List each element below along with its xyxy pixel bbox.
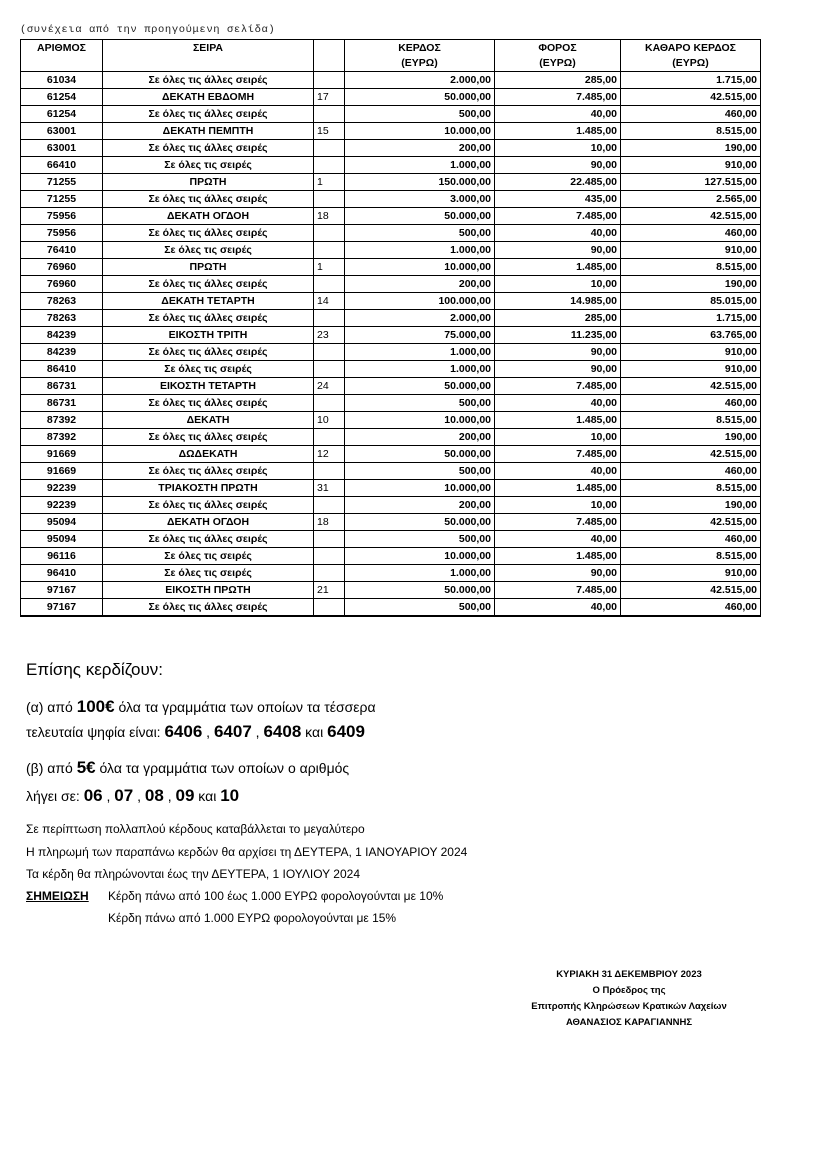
table-row	[21, 531, 761, 548]
cell-net: 63.765,00	[621, 327, 761, 344]
note-payment-start: Η πληρωμή των παραπάνω κερδών θα αρχίσει τη ΔΕΥΤΕΡΑ, 1 ΙΑΝΟΥΑΡΙΟΥ 2024	[26, 845, 468, 859]
cell-prize: 1.000,00	[345, 361, 495, 378]
cell-series: Σε όλες τις άλλες σειρές	[103, 531, 314, 548]
rule-a-line2-prefix: τελευταία ψηφία είναι:	[26, 724, 165, 740]
cell-prize: 50.000,00	[345, 446, 495, 463]
cell-tax: 11.235,00	[495, 327, 621, 344]
cell-net: 42.515,00	[621, 89, 761, 106]
cell-prize: 2.000,00	[345, 310, 495, 327]
cell-series: Σε όλες τις άλλες σειρές	[103, 225, 314, 242]
cell-tax: 40,00	[495, 106, 621, 123]
cell-net: 42.515,00	[621, 446, 761, 463]
cell-number: 63001	[21, 123, 103, 140]
cell-net: 8.515,00	[621, 123, 761, 140]
cell-seq	[314, 276, 345, 293]
cell-number: 78263	[21, 310, 103, 327]
cell-prize: 500,00	[345, 463, 495, 480]
cell-series: Σε όλες τις άλλες σειρές	[103, 599, 314, 617]
cell-seq	[314, 242, 345, 259]
cell-tax: 7.485,00	[495, 208, 621, 225]
cell-seq: 31	[314, 480, 345, 497]
cell-series: Σε όλες τις άλλες σειρές	[103, 276, 314, 293]
cell-seq	[314, 106, 345, 123]
cell-seq	[314, 497, 345, 514]
cell-seq: 1	[314, 174, 345, 191]
cell-series: Σε όλες τις σειρές	[103, 548, 314, 565]
cell-net: 460,00	[621, 395, 761, 412]
cell-seq: 18	[314, 514, 345, 531]
cell-tax: 1.485,00	[495, 548, 621, 565]
cell-tax: 285,00	[495, 310, 621, 327]
continued-note: (συνέχεια από την προηγούμενη σελίδα)	[20, 24, 276, 36]
cell-seq	[314, 395, 345, 412]
note-multiple-prize: Σε περίπτωση πολλαπλού κέρδους καταβάλλεται το μεγαλύτερο	[26, 822, 365, 836]
cell-number: 75956	[21, 225, 103, 242]
table-row	[21, 548, 761, 565]
cell-prize: 500,00	[345, 106, 495, 123]
cell-number: 61254	[21, 89, 103, 106]
cell-series: ΤΡΙΑΚΟΣΤΗ ΠΡΩΤΗ	[103, 480, 314, 497]
cell-series: ΔΕΚΑΤΗ ΟΓΔΟΗ	[103, 514, 314, 531]
cell-number: 84239	[21, 327, 103, 344]
cell-seq	[314, 565, 345, 582]
cell-net: 1.715,00	[621, 72, 761, 89]
note-tax-remark-1	[26, 889, 443, 903]
cell-number: 96116	[21, 548, 103, 565]
cell-prize: 200,00	[345, 497, 495, 514]
table-row	[21, 174, 761, 191]
cell-number: 63001	[21, 140, 103, 157]
cell-net: 42.515,00	[621, 378, 761, 395]
cell-tax: 90,00	[495, 157, 621, 174]
cell-net: 1.715,00	[621, 310, 761, 327]
cell-tax: 10,00	[495, 429, 621, 446]
cell-net: 42.515,00	[621, 582, 761, 599]
cell-prize: 50.000,00	[345, 582, 495, 599]
cell-tax: 10,00	[495, 276, 621, 293]
cell-series: ΔΕΚΑΤΗ ΠΕΜΠΤΗ	[103, 123, 314, 140]
cell-prize: 75.000,00	[345, 327, 495, 344]
rule-b-digits-3: 08	[144, 786, 164, 805]
header-net-label: ΚΑΘΑΡΟ ΚΕΡΔΟΣ	[645, 42, 736, 54]
cell-prize: 10.000,00	[345, 123, 495, 140]
cell-prize: 500,00	[345, 225, 495, 242]
header-prize	[345, 40, 495, 72]
cell-seq: 14	[314, 293, 345, 310]
cell-seq: 21	[314, 582, 345, 599]
cell-number: 86731	[21, 395, 103, 412]
cell-series: ΔΕΚΑΤΗ	[103, 412, 314, 429]
cell-prize: 2.000,00	[345, 72, 495, 89]
rule-a-text: όλα τα γραμμάτια των οποίων τα τέσσερα	[114, 699, 376, 715]
cell-seq: 23	[314, 327, 345, 344]
cell-seq: 18	[314, 208, 345, 225]
cell-number: 71255	[21, 174, 103, 191]
cell-net: 8.515,00	[621, 548, 761, 565]
cell-tax: 40,00	[495, 395, 621, 412]
cell-series: Σε όλες τις άλλες σειρές	[103, 429, 314, 446]
header-seq	[314, 40, 345, 72]
cell-prize: 200,00	[345, 140, 495, 157]
cell-tax: 10,00	[495, 140, 621, 157]
table-row	[21, 599, 761, 617]
cell-seq	[314, 531, 345, 548]
cell-number: 71255	[21, 191, 103, 208]
cell-prize: 50.000,00	[345, 378, 495, 395]
cell-tax: 90,00	[495, 242, 621, 259]
cell-series: ΕΙΚΟΣΤΗ ΤΕΤΑΡΤΗ	[103, 378, 314, 395]
cell-net: 460,00	[621, 225, 761, 242]
cell-seq: 12	[314, 446, 345, 463]
header-tax	[495, 40, 621, 72]
cell-seq: 15	[314, 123, 345, 140]
cell-prize: 1.000,00	[345, 565, 495, 582]
cell-number: 86731	[21, 378, 103, 395]
cell-tax: 1.485,00	[495, 259, 621, 276]
cell-seq	[314, 344, 345, 361]
header-prize-unit: (ΕΥΡΩ)	[401, 57, 438, 69]
cell-tax: 90,00	[495, 361, 621, 378]
table-row	[21, 412, 761, 429]
cell-tax: 90,00	[495, 565, 621, 582]
rule-b-text: όλα τα γραμμάτια των οποίων ο αριθμός	[95, 760, 350, 776]
rule-a-line1	[26, 697, 376, 717]
signature-block	[500, 967, 758, 1031]
cell-seq: 17	[314, 89, 345, 106]
cell-number: 61254	[21, 106, 103, 123]
rule-b-sep-3: ,	[163, 788, 176, 804]
cell-seq	[314, 225, 345, 242]
cell-seq	[314, 140, 345, 157]
cell-net: 190,00	[621, 429, 761, 446]
cell-series: Σε όλες τις σειρές	[103, 565, 314, 582]
cell-net: 8.515,00	[621, 259, 761, 276]
cell-number: 61034	[21, 72, 103, 89]
cell-prize: 50.000,00	[345, 208, 495, 225]
remark-text-1: Κέρδη πάνω από 100 έως 1.000 ΕΥΡΩ φορολογούνται με 10%	[108, 889, 444, 903]
cell-prize: 10.000,00	[345, 412, 495, 429]
rule-b-digits-5: 10	[220, 786, 240, 805]
signature-title-1: Ο Πρόεδρος της	[592, 985, 666, 996]
cell-number: 87392	[21, 412, 103, 429]
cell-seq	[314, 157, 345, 174]
note-tax-remark-2: Κέρδη πάνω από 1.000 ΕΥΡΩ φορολογούνται με 15%	[108, 911, 397, 925]
rule-b-sep-1: ,	[102, 788, 115, 804]
cell-number: 86410	[21, 361, 103, 378]
header-net-unit: (ΕΥΡΩ)	[672, 57, 709, 69]
cell-net: 42.515,00	[621, 514, 761, 531]
cell-net: 190,00	[621, 276, 761, 293]
cell-seq	[314, 310, 345, 327]
cell-series: ΔΩΔΕΚΑΤΗ	[103, 446, 314, 463]
remark-label: ΣΗΜΕΙΩΣΗ	[26, 889, 89, 903]
table-row	[21, 259, 761, 276]
cell-tax: 7.485,00	[495, 89, 621, 106]
cell-series: Σε όλες τις άλλες σειρές	[103, 344, 314, 361]
cell-seq	[314, 463, 345, 480]
cell-series: ΔΕΚΑΤΗ ΤΕΤΑΡΤΗ	[103, 293, 314, 310]
cell-seq	[314, 361, 345, 378]
cell-tax: 1.485,00	[495, 412, 621, 429]
table-row	[21, 276, 761, 293]
cell-tax: 40,00	[495, 599, 621, 617]
cell-net: 460,00	[621, 531, 761, 548]
rule-a-digits-2: 6407	[213, 722, 252, 741]
cell-series: Σε όλες τις άλλες σειρές	[103, 191, 314, 208]
cell-number: 95094	[21, 514, 103, 531]
cell-tax: 40,00	[495, 225, 621, 242]
cell-net: 8.515,00	[621, 480, 761, 497]
cell-prize: 50.000,00	[345, 89, 495, 106]
rule-b-line1	[26, 758, 349, 778]
cell-series: Σε όλες τις άλλες σειρές	[103, 310, 314, 327]
cell-tax: 7.485,00	[495, 446, 621, 463]
header-number: ΑΡΙΘΜΟΣ	[21, 40, 103, 72]
table-row	[21, 565, 761, 582]
cell-number: 76960	[21, 276, 103, 293]
cell-net: 910,00	[621, 565, 761, 582]
cell-series: Σε όλες τις άλλες σειρές	[103, 106, 314, 123]
cell-tax: 1.485,00	[495, 123, 621, 140]
cell-prize: 500,00	[345, 395, 495, 412]
cell-net: 460,00	[621, 599, 761, 617]
cell-seq	[314, 548, 345, 565]
rule-a-sep-1: ,	[202, 724, 214, 740]
cell-number: 95094	[21, 531, 103, 548]
table-row	[21, 463, 761, 480]
cell-seq: 10	[314, 412, 345, 429]
cell-prize: 100.000,00	[345, 293, 495, 310]
cell-number: 76960	[21, 259, 103, 276]
cell-number: 96410	[21, 565, 103, 582]
cell-series: ΕΙΚΟΣΤΗ ΠΡΩΤΗ	[103, 582, 314, 599]
cell-prize: 3.000,00	[345, 191, 495, 208]
rule-b-digits-1: 06	[83, 786, 103, 805]
table-row	[21, 429, 761, 446]
cell-prize: 150.000,00	[345, 174, 495, 191]
header-net	[621, 40, 761, 72]
header-tax-unit: (ΕΥΡΩ)	[539, 57, 576, 69]
cell-tax: 7.485,00	[495, 514, 621, 531]
rule-b-digits-4: 09	[175, 786, 195, 805]
cell-prize: 10.000,00	[345, 548, 495, 565]
rule-a-digits-4: 6409	[327, 722, 365, 741]
table-row	[21, 480, 761, 497]
rule-a-sep-2: ,	[251, 724, 264, 740]
cell-tax: 435,00	[495, 191, 621, 208]
cell-net: 85.015,00	[621, 293, 761, 310]
cell-net: 190,00	[621, 140, 761, 157]
cell-prize: 1.000,00	[345, 344, 495, 361]
cell-number: 87392	[21, 429, 103, 446]
cell-seq	[314, 599, 345, 617]
cell-prize: 10.000,00	[345, 259, 495, 276]
cell-number: 91669	[21, 446, 103, 463]
signature-date: ΚΥΡΙΑΚΗ 31 ΔΕΚΕΜΒΡΙΟΥ 2023	[556, 969, 702, 980]
cell-number: 84239	[21, 344, 103, 361]
cell-tax: 14.985,00	[495, 293, 621, 310]
cell-tax: 7.485,00	[495, 582, 621, 599]
cell-series: ΠΡΩΤΗ	[103, 259, 314, 276]
cell-net: 460,00	[621, 463, 761, 480]
cell-tax: 285,00	[495, 72, 621, 89]
cell-series: Σε όλες τις άλλες σειρές	[103, 497, 314, 514]
table-row	[21, 378, 761, 395]
rule-a-digits-1: 6406	[164, 722, 203, 741]
table-row	[21, 395, 761, 412]
cell-number: 78263	[21, 293, 103, 310]
cell-tax: 1.485,00	[495, 480, 621, 497]
cell-net: 460,00	[621, 106, 761, 123]
cell-series: Σε όλες τις σειρές	[103, 242, 314, 259]
cell-tax: 7.485,00	[495, 378, 621, 395]
cell-net: 42.515,00	[621, 208, 761, 225]
cell-series: Σε όλες τις άλλες σειρές	[103, 395, 314, 412]
cell-seq: 1	[314, 259, 345, 276]
table-row	[21, 106, 761, 123]
cell-seq: 24	[314, 378, 345, 395]
table-row	[21, 140, 761, 157]
rule-a-amount: 100€	[76, 697, 115, 716]
cell-seq	[314, 72, 345, 89]
cell-net: 8.515,00	[621, 412, 761, 429]
table-row	[21, 242, 761, 259]
note-payment-end: Τα κέρδη θα πληρώνονται έως την ΔΕΥΤΕΡΑ, 1 ΙΟΥΛΙΟΥ 2024	[26, 867, 361, 881]
cell-number: 75956	[21, 208, 103, 225]
header-series: ΣΕΙΡΑ	[103, 40, 314, 72]
cell-prize: 1.000,00	[345, 157, 495, 174]
cell-seq	[314, 429, 345, 446]
rule-b-amount: 5€	[76, 758, 96, 777]
cell-series: ΔΕΚΑΤΗ ΕΒΔΟΜΗ	[103, 89, 314, 106]
rule-b-sep-2: ,	[133, 788, 145, 804]
cell-number: 92239	[21, 497, 103, 514]
cell-series: Σε όλες τις άλλες σειρές	[103, 463, 314, 480]
signature-title-2: Επιτροπής Κληρώσεων Κρατικών Λαχείων	[531, 1001, 727, 1012]
table-row	[21, 327, 761, 344]
table-row	[21, 123, 761, 140]
cell-series: ΕΙΚΟΣΤΗ ΤΡΙΤΗ	[103, 327, 314, 344]
cell-net: 910,00	[621, 361, 761, 378]
table-row	[21, 582, 761, 599]
cell-seq	[314, 191, 345, 208]
cell-net: 910,00	[621, 242, 761, 259]
table-header-row	[21, 40, 761, 72]
cell-series: ΔΕΚΑΤΗ ΟΓΔΟΗ	[103, 208, 314, 225]
cell-number: 91669	[21, 463, 103, 480]
rule-a-line2	[26, 722, 365, 742]
cell-number: 66410	[21, 157, 103, 174]
cell-net: 127.515,00	[621, 174, 761, 191]
cell-net: 2.565,00	[621, 191, 761, 208]
table-row	[21, 446, 761, 463]
rule-b-prefix: (β) από	[26, 760, 77, 776]
cell-number: 92239	[21, 480, 103, 497]
cell-tax: 22.485,00	[495, 174, 621, 191]
cell-net: 190,00	[621, 497, 761, 514]
rule-a-digits-3: 6408	[263, 722, 302, 741]
rule-a-prefix: (α) από	[26, 699, 77, 715]
rule-b-line2	[26, 786, 239, 806]
cell-number: 97167	[21, 599, 103, 617]
header-prize-label: ΚΕΡΔΟΣ	[398, 42, 441, 54]
rule-b-digits-2: 07	[114, 786, 134, 805]
cell-number: 76410	[21, 242, 103, 259]
table-row	[21, 514, 761, 531]
table-row	[21, 293, 761, 310]
header-tax-label: ΦΟΡΟΣ	[538, 42, 577, 54]
results-table	[20, 39, 761, 617]
cell-prize: 500,00	[345, 531, 495, 548]
cell-tax: 10,00	[495, 497, 621, 514]
table-row	[21, 225, 761, 242]
table-row	[21, 310, 761, 327]
cell-net: 910,00	[621, 157, 761, 174]
cell-net: 910,00	[621, 344, 761, 361]
cell-prize: 10.000,00	[345, 480, 495, 497]
cell-prize: 1.000,00	[345, 242, 495, 259]
table-row	[21, 344, 761, 361]
cell-series: ΠΡΩΤΗ	[103, 174, 314, 191]
cell-series: Σε όλες τις άλλες σειρές	[103, 72, 314, 89]
table-row	[21, 208, 761, 225]
cell-tax: 40,00	[495, 463, 621, 480]
cell-prize: 200,00	[345, 276, 495, 293]
cell-tax: 40,00	[495, 531, 621, 548]
table-row	[21, 497, 761, 514]
table-row	[21, 361, 761, 378]
cell-prize: 200,00	[345, 429, 495, 446]
rule-a-and: και	[301, 724, 328, 740]
table-row	[21, 157, 761, 174]
cell-tax: 90,00	[495, 344, 621, 361]
cell-prize: 50.000,00	[345, 514, 495, 531]
cell-series: Σε όλες τις σειρές	[103, 157, 314, 174]
table-row	[21, 191, 761, 208]
cell-prize: 500,00	[345, 599, 495, 617]
table-row	[21, 89, 761, 106]
cell-number: 97167	[21, 582, 103, 599]
cell-series: Σε όλες τις άλλες σειρές	[103, 140, 314, 157]
rule-b-line2-prefix: λήγει σε:	[26, 788, 84, 804]
cell-series: Σε όλες τις σειρές	[103, 361, 314, 378]
results-body	[21, 72, 761, 617]
also-win-heading: Επίσης κερδίζουν:	[26, 660, 164, 679]
rule-b-and: και	[194, 788, 221, 804]
table-row	[21, 72, 761, 89]
signature-name: ΑΘΑΝΑΣΙΟΣ ΚΑΡΑΓΙΑΝΝΗΣ	[565, 1017, 693, 1028]
